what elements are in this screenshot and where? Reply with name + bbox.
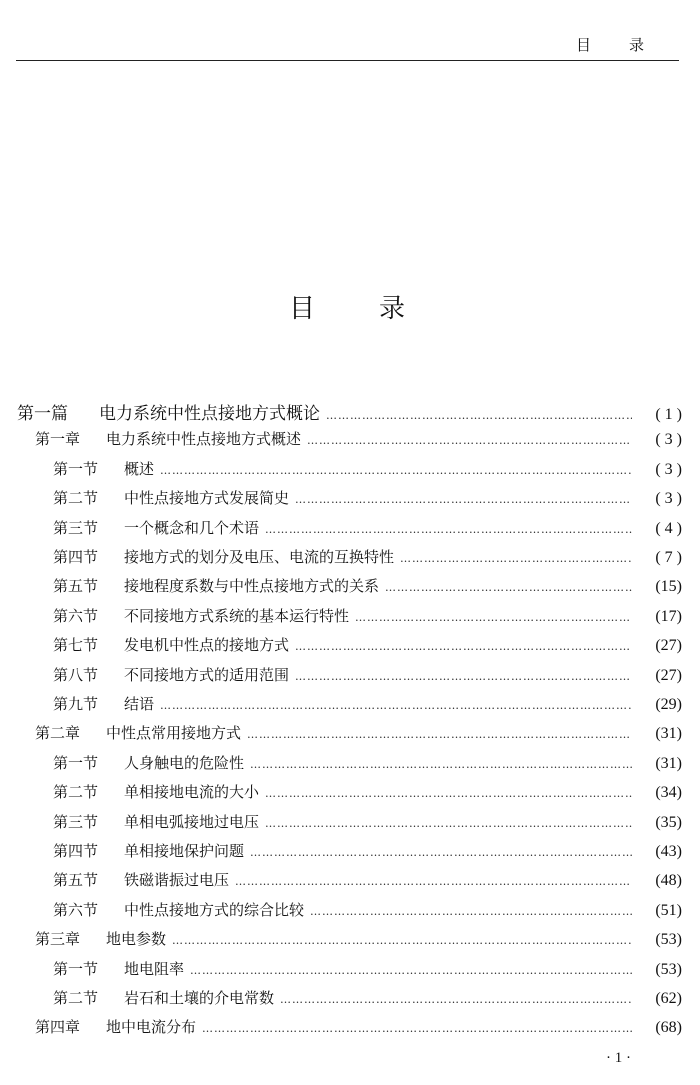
- toc-entry-title: 中性点接地方式的综合比较: [124, 900, 305, 919]
- toc-leader-dots: [160, 464, 632, 477]
- toc-entry-title: 中性点接地方式发展简史: [124, 489, 290, 508]
- toc-entry-number: 第二章: [35, 724, 81, 743]
- toc-entry-page: (43): [655, 843, 682, 860]
- toc-entry-title: 铁磁谐振过电压: [124, 871, 230, 890]
- toc-entry-page: (31): [655, 754, 682, 772]
- toc-entry[interactable]: [0, 722, 700, 746]
- toc-leader-dots: [190, 964, 632, 977]
- toc-leader-dots: [295, 640, 632, 653]
- toc-leader-dots: [250, 846, 632, 859]
- toc-entry-title: 概述: [124, 459, 155, 478]
- toc-entry-title: 单相接地电流的大小: [124, 783, 260, 802]
- toc-entry-number: 第三节: [53, 518, 99, 537]
- toc-entry-page: (48): [655, 872, 682, 890]
- toc-entry[interactable]: [0, 575, 700, 599]
- toc-entry-number: 第三节: [53, 812, 99, 831]
- toc-entry[interactable]: [0, 634, 700, 658]
- toc-entry[interactable]: [0, 693, 700, 717]
- toc-leader-dots: [202, 1022, 632, 1035]
- toc-entry-page: (29): [655, 696, 682, 713]
- toc-entry-number: 第四节: [53, 842, 99, 860]
- toc-entry-page: ( 1 ): [655, 406, 682, 423]
- toc-leader-dots: [307, 434, 632, 447]
- toc-entry-page: ( 3 ): [655, 431, 682, 449]
- toc-entry[interactable]: [0, 987, 700, 1011]
- toc-entry-title: 地中电流分布: [106, 1018, 197, 1037]
- toc-entry-title: 不同接地方式的适用范围: [124, 665, 290, 684]
- toc-entry[interactable]: [0, 1016, 700, 1040]
- toc-entry-title: 接地方式的划分及电压、电流的互换特性: [124, 548, 395, 566]
- toc-leader-dots: [295, 493, 632, 506]
- toc-leader-dots: [250, 758, 632, 771]
- toc-entry-title: 电力系统中性点接地方式概论: [99, 404, 320, 424]
- header-rule: [16, 60, 679, 61]
- running-header-left: 目: [576, 36, 592, 54]
- toc-entry-number: 第八节: [53, 665, 99, 684]
- toc-leader-dots: [172, 934, 632, 947]
- toc-entry-number: 第三章: [35, 930, 81, 949]
- toc-entry-title: 地电参数: [106, 930, 167, 949]
- toc-entry-number: 第一篇: [17, 404, 68, 424]
- toc-leader-dots: [295, 670, 632, 683]
- toc-entry-number: 第九节: [53, 695, 99, 713]
- toc-entry-number: 第四节: [53, 548, 99, 566]
- toc-entry-page: ( 4 ): [655, 519, 682, 537]
- toc-entry[interactable]: [0, 487, 700, 511]
- toc-entry-page: (31): [655, 725, 682, 743]
- toc-entry[interactable]: [0, 605, 700, 629]
- toc-entry-number: 第五节: [53, 577, 99, 596]
- toc-entry-page: ( 3 ): [655, 490, 682, 508]
- page-title-right: 录: [379, 294, 406, 324]
- toc-entry[interactable]: [0, 517, 700, 541]
- toc-entry-page: (15): [655, 578, 682, 596]
- toc-leader-dots: [265, 817, 632, 830]
- toc-entry-page: (34): [655, 784, 682, 802]
- toc-entry-number: 第六节: [53, 606, 99, 625]
- toc-leader-dots: [265, 523, 632, 536]
- toc-entry-title: 人身触电的危险性: [124, 753, 245, 772]
- toc-entry-title: 中性点常用接地方式: [106, 724, 242, 743]
- toc-entry-title: 接地程度系数与中性点接地方式的关系: [124, 577, 380, 596]
- toc-entry-page: (35): [655, 813, 682, 831]
- toc-leader-dots: [265, 787, 632, 800]
- toc-entry[interactable]: [0, 811, 700, 835]
- toc-leader-dots: [355, 611, 632, 624]
- toc-entry-page: (51): [655, 901, 682, 919]
- toc-entry-title: 不同接地方式系统的基本运行特性: [124, 606, 350, 625]
- running-header-right: 录: [629, 36, 645, 54]
- toc-entry-page: ( 7 ): [655, 549, 682, 566]
- toc-entry-page: ( 3 ): [655, 460, 682, 478]
- toc-entry-page: (27): [655, 666, 682, 684]
- toc-leader-dots: [385, 581, 632, 594]
- toc-entry[interactable]: [0, 399, 700, 423]
- toc-entry-title: 电力系统中性点接地方式概述: [106, 430, 302, 449]
- toc-entry-page: (27): [655, 637, 682, 655]
- toc-entry[interactable]: [0, 869, 700, 893]
- page-title: [289, 288, 405, 325]
- toc-leader-dots: [280, 993, 632, 1006]
- toc-entry-title: 岩石和土壤的介电常数: [124, 989, 275, 1007]
- toc-entry-number: 第二节: [53, 783, 99, 802]
- toc-entry[interactable]: [0, 546, 700, 570]
- toc-entry-number: 第二节: [53, 489, 99, 508]
- toc-entry-page: (53): [655, 960, 682, 978]
- toc-entry-title: 结语: [124, 695, 155, 713]
- toc-entry[interactable]: [0, 840, 700, 864]
- toc-entry[interactable]: [0, 664, 700, 688]
- toc-entry-number: 第一节: [53, 753, 99, 772]
- toc-entry-title: 一个概念和几个术语: [124, 518, 260, 537]
- toc-entry-number: 第六节: [53, 900, 99, 919]
- toc-entry-number: 第五节: [53, 871, 99, 890]
- page-title-left: 目: [289, 294, 316, 324]
- toc-entry-title: 地电阻率: [124, 959, 185, 978]
- toc-entry[interactable]: [0, 958, 700, 982]
- toc-entry-number: 第二节: [53, 989, 99, 1007]
- toc-entry-number: 第七节: [53, 636, 99, 655]
- toc-entry-number: 第一节: [53, 959, 99, 978]
- toc-entry-page: (53): [655, 931, 682, 949]
- toc-entry-title: 单相接地保护问题: [124, 842, 245, 860]
- toc-leader-dots: [326, 409, 632, 422]
- toc-entry[interactable]: [0, 781, 700, 805]
- toc-entry-page: (68): [655, 1019, 682, 1037]
- toc-entry-page: (17): [655, 607, 682, 625]
- toc-entry[interactable]: [0, 899, 700, 923]
- toc-entry-number: 第一章: [35, 430, 81, 449]
- toc-entry[interactable]: [0, 428, 700, 452]
- toc-entry-number: 第一节: [53, 459, 99, 478]
- toc-entry-number: 第四章: [35, 1018, 81, 1037]
- toc-leader-dots: [247, 728, 632, 741]
- toc-entry[interactable]: [0, 928, 700, 952]
- toc-entry-title: 单相电弧接地过电压: [124, 812, 260, 831]
- toc-entry[interactable]: [0, 458, 700, 482]
- running-header: [576, 34, 644, 55]
- toc-entry-title: 发电机中性点的接地方式: [124, 636, 290, 655]
- toc-entry[interactable]: [0, 752, 700, 776]
- toc-leader-dots: [310, 905, 632, 918]
- toc-leader-dots: [235, 875, 632, 888]
- toc-leader-dots: [400, 552, 632, 565]
- page-number: · 1 ·: [606, 1050, 631, 1066]
- toc-leader-dots: [160, 699, 632, 712]
- toc-entry-page: (62): [655, 990, 682, 1007]
